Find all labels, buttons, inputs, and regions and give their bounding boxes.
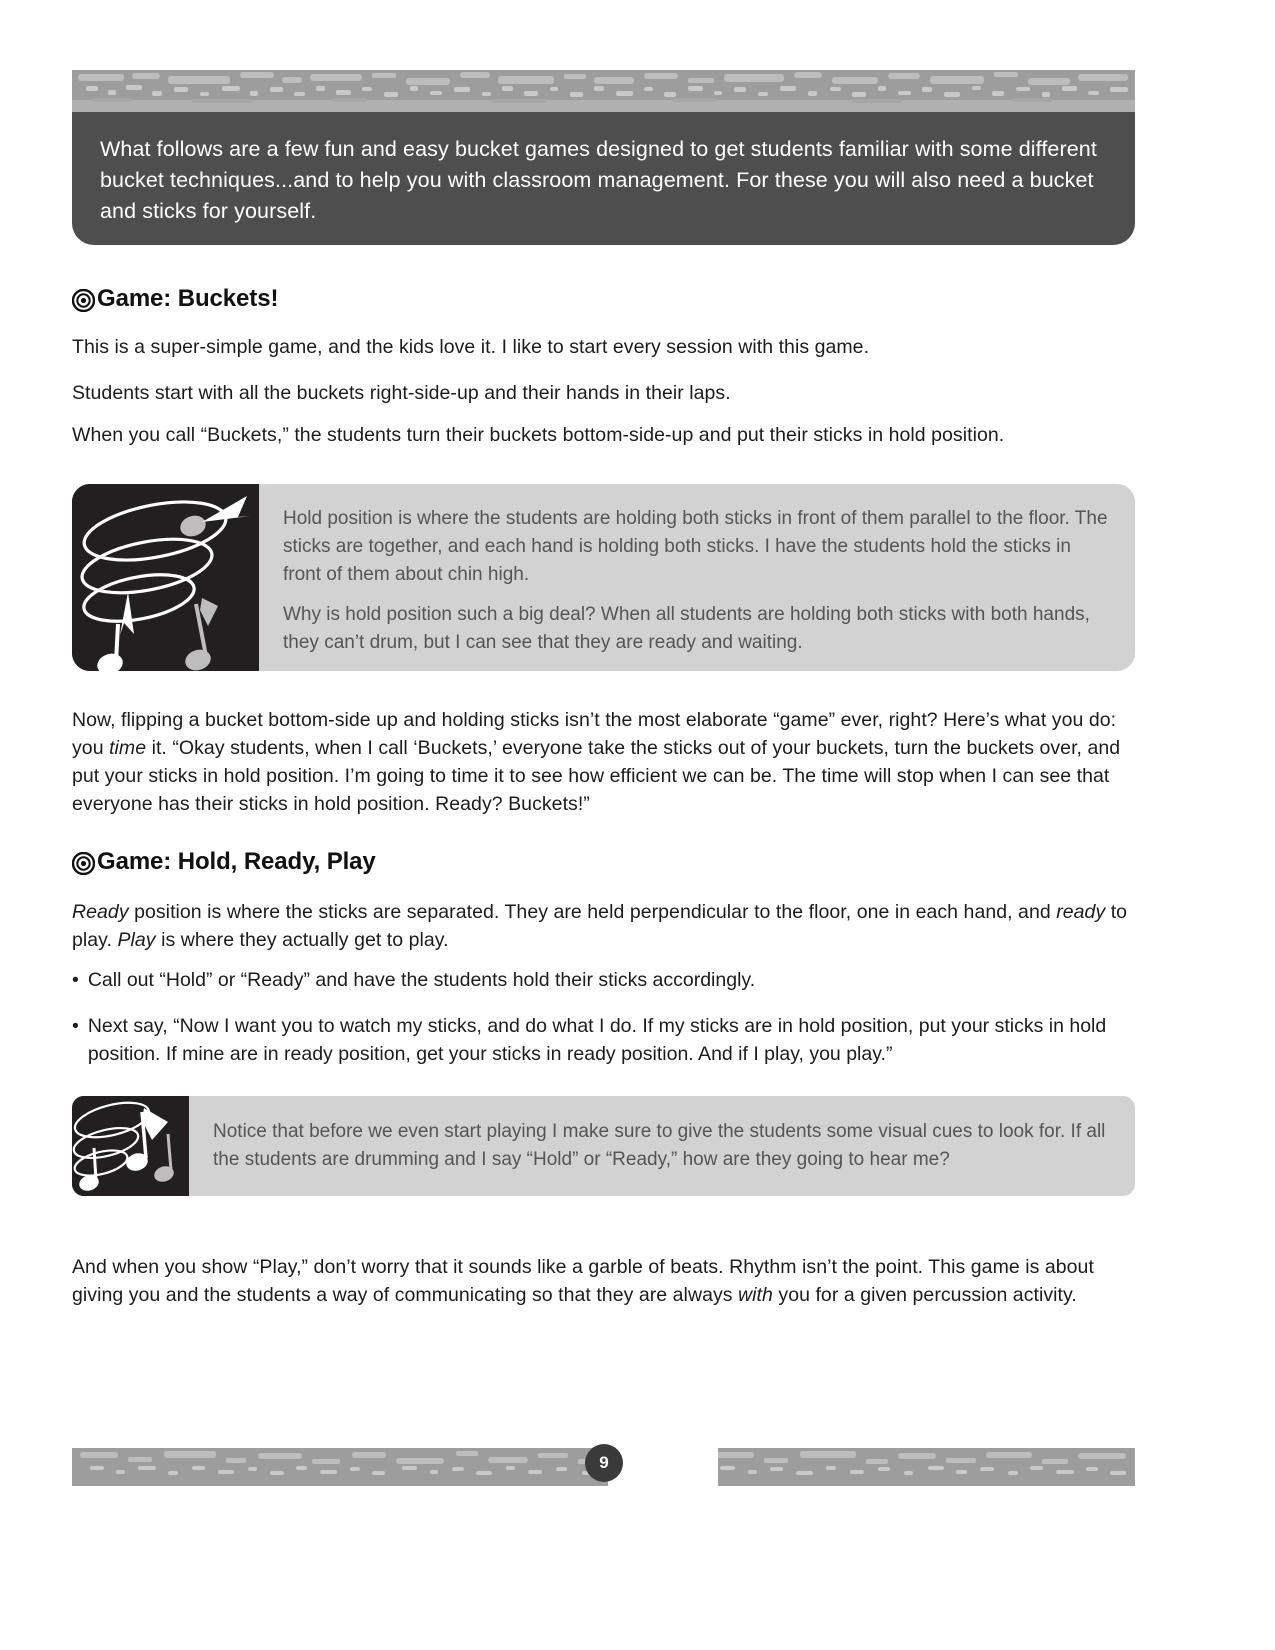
callout-box-hold-position bbox=[72, 484, 1135, 671]
ready-text-3: is where they actually get to play. bbox=[155, 929, 449, 951]
bullseye-icon bbox=[72, 289, 95, 312]
list-item-text: Next say, “Now I want you to watch my sticks, and do what I do. If my sticks are in hold position, put your sticks in hold position. If mine are in ready position, get your sticks in ready position. And if I play, you play.” bbox=[87, 1015, 1107, 1065]
closing-text-pre: And when you show “Play,” don’t worry that it sounds like a garble of beats. Rhythm isn’t the point. This game is about giving you and the students a way of communicating so that they are always bbox=[72, 1256, 1094, 1306]
ready-italic-2: ready bbox=[1056, 901, 1106, 923]
music-swirl-icon bbox=[72, 1096, 189, 1196]
callout-body bbox=[189, 1096, 1135, 1196]
section-heading-hold-ready-play bbox=[72, 848, 376, 876]
band-texture bbox=[72, 70, 1135, 118]
page-number-badge: 9 bbox=[585, 1444, 623, 1482]
callout-box-visual-cues bbox=[72, 1096, 1135, 1196]
paragraph-timing-game bbox=[72, 706, 1137, 818]
paragraph-ready-definition bbox=[72, 898, 1134, 954]
bullseye-icon bbox=[72, 852, 95, 875]
list-item bbox=[72, 966, 1132, 994]
list-item bbox=[72, 1012, 1135, 1068]
section-heading-label: Game: Buckets! bbox=[97, 285, 279, 312]
paragraph-closing bbox=[72, 1253, 1135, 1309]
ready-text-2: to play. bbox=[72, 901, 1128, 951]
closing-italic: with bbox=[738, 1284, 773, 1306]
list-item-text: Call out “Hold” or “Ready” and have the students hold their sticks accordingly. bbox=[87, 969, 756, 991]
section-heading-buckets bbox=[72, 285, 278, 313]
closing-text-post: you for a given percussion activity. bbox=[772, 1284, 1077, 1306]
callout-paragraph-1: Hold position is where the students are holding both sticks in front of them parallel to the floor. The sticks are together, and each hand is holding both sticks. I have the students hold the sticks in front of them about chin high. bbox=[283, 508, 1108, 585]
music-swirl-icon bbox=[72, 484, 259, 671]
ready-italic-1: Ready bbox=[72, 901, 129, 923]
timing-text-italic: time bbox=[109, 737, 147, 759]
callout-paragraph-1: Notice that before we even start playing I make sure to give the students some visual cues to look for. If all the students are drumming and I say “Hold” or “Ready,” how are they going to hear me? bbox=[213, 1121, 1106, 1170]
paragraph-students-start: Students start with all the buckets right-side-up and their hands in their laps. bbox=[72, 382, 731, 404]
ready-text-1: position is where the sticks are separated. They are held perpendicular to the floor, one in each hand, and bbox=[128, 901, 1057, 923]
ready-italic-3: Play bbox=[117, 929, 156, 951]
bullet-marker: • bbox=[72, 1015, 79, 1037]
callout-body bbox=[259, 484, 1135, 671]
paragraph-intro-game: This is a super-simple game, and the kids love it. I like to start every session with this game. bbox=[72, 336, 870, 358]
bullet-marker: • bbox=[72, 969, 79, 991]
timing-text-post: it. “Okay students, when I call ‘Buckets,’ everyone take the sticks out of your buckets, turn the buckets over, and put your sticks in hold position. I’m going to time it to see how efficient we can be. The time will stop when I can see that everyone has their sticks in hold position. Ready? Buckets!” bbox=[72, 737, 1121, 815]
section-heading-label: Game: Hold, Ready, Play bbox=[97, 848, 376, 875]
intro-callout-text: What follows are a few fun and easy bucket games designed to get students familiar with some different bucket techniques...and to help you with classroom management. For these you will also need a bucket and sticks for yourself. bbox=[100, 137, 1097, 223]
top-decorative-band bbox=[72, 70, 1135, 118]
paragraph-when-you-call: When you call “Buckets,” the students turn their buckets bottom-side-up and put their sticks in hold position. bbox=[72, 424, 1005, 446]
timing-text-pre: Now, flipping a bucket bottom-side up and holding sticks isn’t the most elaborate “game” ever, right? Here’s what you do: you bbox=[72, 709, 1117, 759]
intro-callout-box bbox=[72, 112, 1135, 245]
callout-paragraph-2: Why is hold position such a big deal? When all students are holding both sticks with both hands, they can’t drum, but I can see that they are ready and waiting. bbox=[283, 604, 1090, 653]
